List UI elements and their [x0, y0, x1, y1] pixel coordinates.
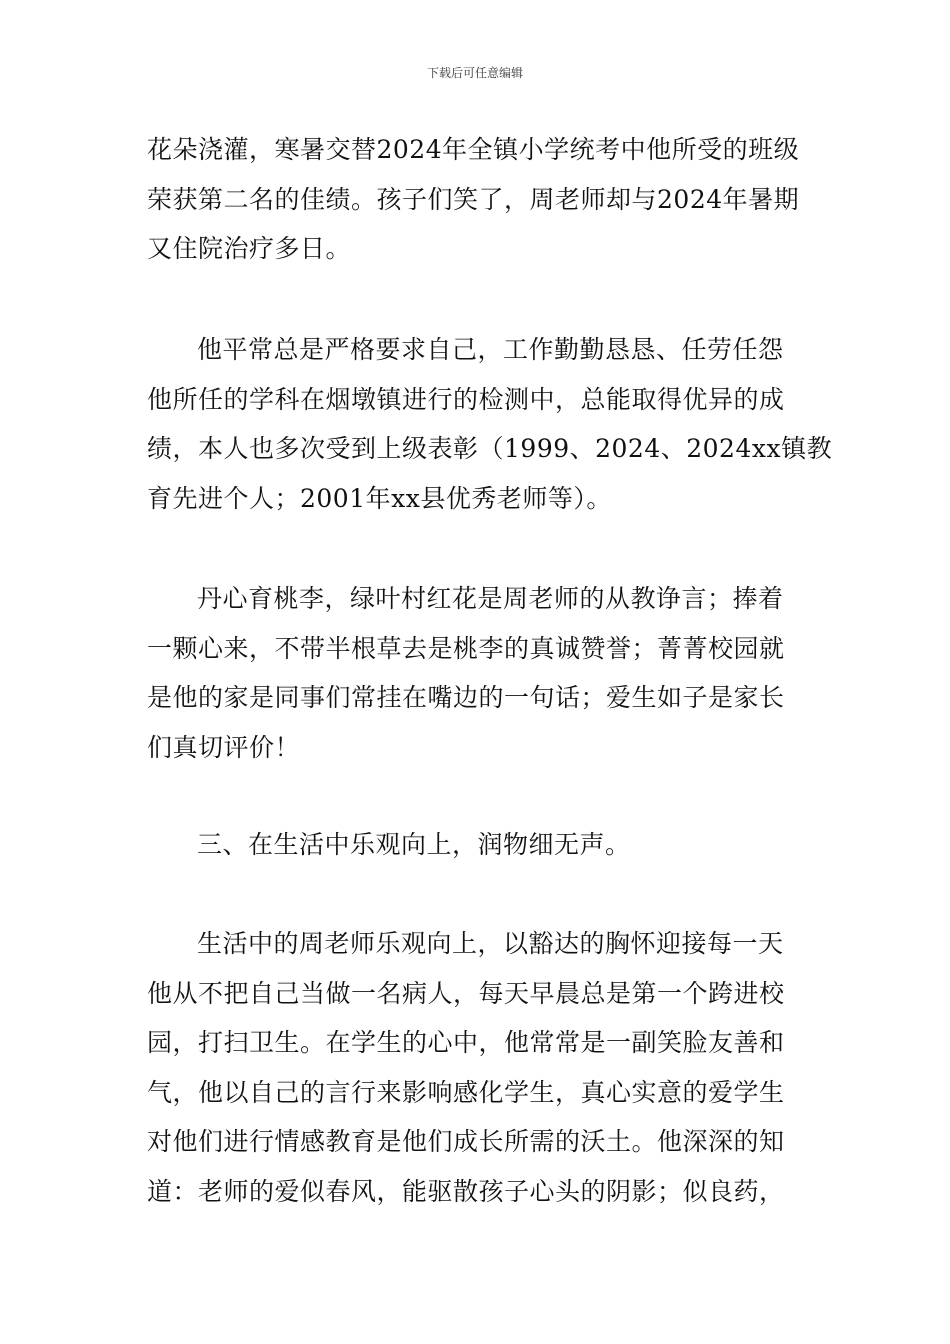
text-line: 一颗心来，不带半根草去是桃李的真诚赞誉；菁菁校园就: [147, 633, 785, 663]
section-title: 三、在生活中乐观向上，润物细无声。: [197, 830, 631, 859]
text-line: 生活中的周老师乐观向上，以豁达的胸怀迎接每一天: [197, 929, 784, 958]
paragraph-5: [147, 919, 812, 1216]
document-body-5: [147, 919, 812, 1216]
text-line: 他所任的学科在烟墩镇进行的检测中，总能取得优异的成: [147, 384, 785, 414]
text-line: 又住院治疗多日。: [147, 234, 352, 263]
paragraph-4: [147, 820, 812, 870]
text-line: 是他的家是同事们常挂在嘴边的一句话；爱生如子是家长: [147, 683, 785, 712]
text-line: 他平常总是严格要求自己，工作勤勤恳恳、任劳任怨: [197, 335, 784, 364]
paragraph-1: [147, 125, 812, 274]
text-line: 绩，本人也多次受到上级表彰（1999、2024、2024xx镇教: [147, 434, 833, 463]
text-line: 气，他以自己的言行来影响感化学生，真心实意的爱学生: [147, 1077, 785, 1107]
text-line: 丹心育桃李，绿叶村红花是周老师的从教诤言；捧着: [197, 584, 784, 613]
document-body: [147, 125, 812, 274]
paragraph-3: [147, 574, 812, 772]
section-heading: [147, 820, 812, 870]
text-line: 花朵浇灌，寒暑交替2024年全镇小学统考中他所受的班级: [147, 135, 800, 164]
text-line: 园，打扫卫生。在学生的心中，他常常是一副笑脸友善和: [147, 1028, 785, 1057]
text-line: 道：老师的爱似春风，能驱散孩子心头的阴影；似良药，: [147, 1176, 785, 1206]
text-line: 他从不把自己当做一名病人，每天早晨总是第一个跨进校: [147, 978, 785, 1008]
text-line: 对他们进行情感教育是他们成长所需的沃土。他深深的知: [147, 1127, 785, 1156]
paragraph-2: [147, 325, 833, 523]
document-body-3: [147, 574, 812, 772]
document-body-2: [147, 325, 833, 523]
text-line: 荣获第二名的佳绩。孩子们笑了，周老师却与2024年暑期: [147, 184, 800, 214]
page-header: 下载后可任意编辑: [426, 66, 523, 80]
text-line: 育先进个人；2001年xx县优秀老师等）。: [147, 483, 612, 513]
text-line: 们真切评价！: [147, 732, 301, 762]
